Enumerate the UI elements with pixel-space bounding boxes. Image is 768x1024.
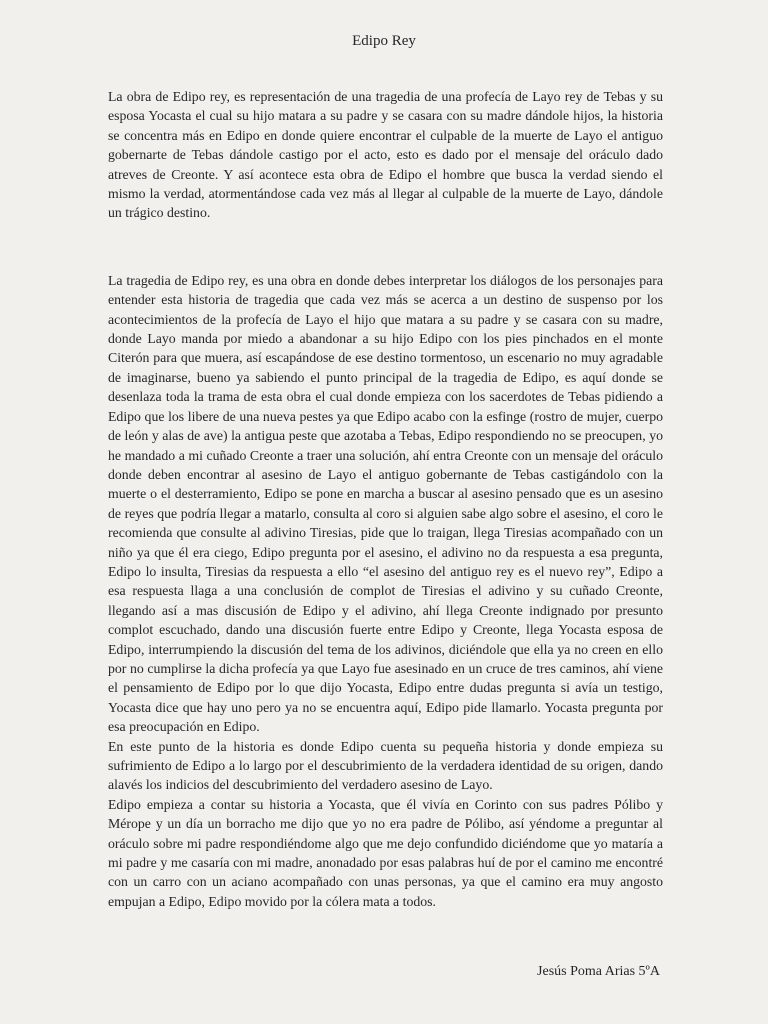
page-title: Edipo Rey bbox=[352, 33, 416, 49]
paragraph-spacer bbox=[108, 223, 663, 271]
paragraph-intro: La obra de Edipo rey, es representación de una tragedia de una profecía de Layo rey de Tebas y su esposa Yocasta el cual su hijo matara a su padre y se casara con su madre dándole hijos, la historia se concentra más en Edipo en donde quiere encontrar el culpable de la muerte de Layo el antiguo gobernarte de Tebas dándole castigo por el acto, esto es dado por el mensaje del oráculo dado atreves de Creonte. Y así acontece esta obra de Edipo el hombre que busca la verdad siendo el mismo la verdad, atormentándose cada vez más al llegar al culpable de la muerte de Layo, dándole un trágico destino. bbox=[108, 89, 663, 221]
author-signature: Jesús Poma Arias 5ºA bbox=[537, 964, 660, 979]
paragraph-turning-point: En este punto de la historia es donde Edipo cuenta su pequeña historia y donde empieza su sufrimiento de Edipo a lo largo por el descubrimiento de la verdadera identidad de su origen, dando alavés los indicios del descubrimiento del verdadero asesino de Layo. bbox=[108, 738, 663, 793]
paragraph-summary: La tragedia de Edipo rey, es una obra en donde debes interpretar los diálogos de los personajes para entender esta historia de tragedia que cada vez más se acerca a un destino de suspenso por los acontecimientos de la profecía de Layo el hijo que matara a su padre y se casara con su madre, donde Layo manda por miedo a abandonar a su hijo Edipo con los pies pinchados en el monte Citerón para que muera, así escapándose de ese destino tormentoso, un escenario no muy agradable de imaginarse, bueno ya sabiendo el punto principal de la tragedia de Edipo, es aquí donde se desenlaza toda la trama de esta obra el cual donde empieza con los sacerdotes de Tebas pidiendo a Edipo que los libere de una nueva pestes ya que Edipo acabo con la esfinge (rostro de mujer, cuerpo de león y alas de ave) la antigua peste que azotaba a Tebas, Edipo respondiendo no se preocupen, yo he mandado a mi cuñado Creonte a traer una solución, ahí entra Creonte con un mensaje del oráculo donde deben encontrar al asesino de Layo el antiguo gobernante de Tebas castigándolo con la muerte o el desterramiento, Edipo se pone en marcha a buscar al asesino pensado que es un asesino de reyes que podría llegar a matarlo, consulta al coro si alguien sabe algo sobre el asesino, el coro le recomienda que consulte al adivino Tiresias, pide que lo traigan, llega Tiresias acompañado con un niño ya que él era ciego, Edipo pregunta por el asesino, el adivino no da respuesta a esa pregunta, Edipo lo insulta, Tiresias da respuesta a ello “el asesino del antiguo rey es el nuevo rey”, Edipo a esa respuesta llaga a una conclusión de complot de Tiresias el adivino y su cuñado Creonte, llegando así a mas discusión de Edipo y el adivino, ahí llega Creonte indignado por presunto complot escuchado, dando una discusión fuerte entre Edipo y Creonte, llega Yocasta esposa de Edipo, interrumpiendo la discusión del tema de los adivinos, diciéndole que ella ya no creen en ello por no cumplirse la dicha profecía ya que Layo fue asesinado en un cruce de tres caminos, ahí viene el pensamiento de Edipo por lo que dijo Yocasta, Edipo entre dudas pregunta si avía un testigo, Yocasta dice que hay uno pero ya no se encuentra aquí, Edipo pide llamarlo. Yocasta pregunta por esa preocupación en Edipo. bbox=[108, 272, 663, 735]
paragraph-edipo-story: Edipo empieza a contar su historia a Yocasta, que él vivía en Corinto con sus padres Pólibo y Mérope y un día un borracho me dijo que yo no era padre de Pólibo, así yéndome a preguntar al oráculo sobre mi padre respondiéndome algo que me dejo confundido diciéndome que yo mataría a mi padre y me casaría con mi madre, anonadado por esas palabras huí de por el camino me encontré con un carro con un aciano acompañado con unas personas, ya que el camino era muy angosto empujan a Edipo, Edipo movido por la cólera mata a todos. bbox=[108, 796, 663, 909]
document-body bbox=[108, 87, 663, 911]
